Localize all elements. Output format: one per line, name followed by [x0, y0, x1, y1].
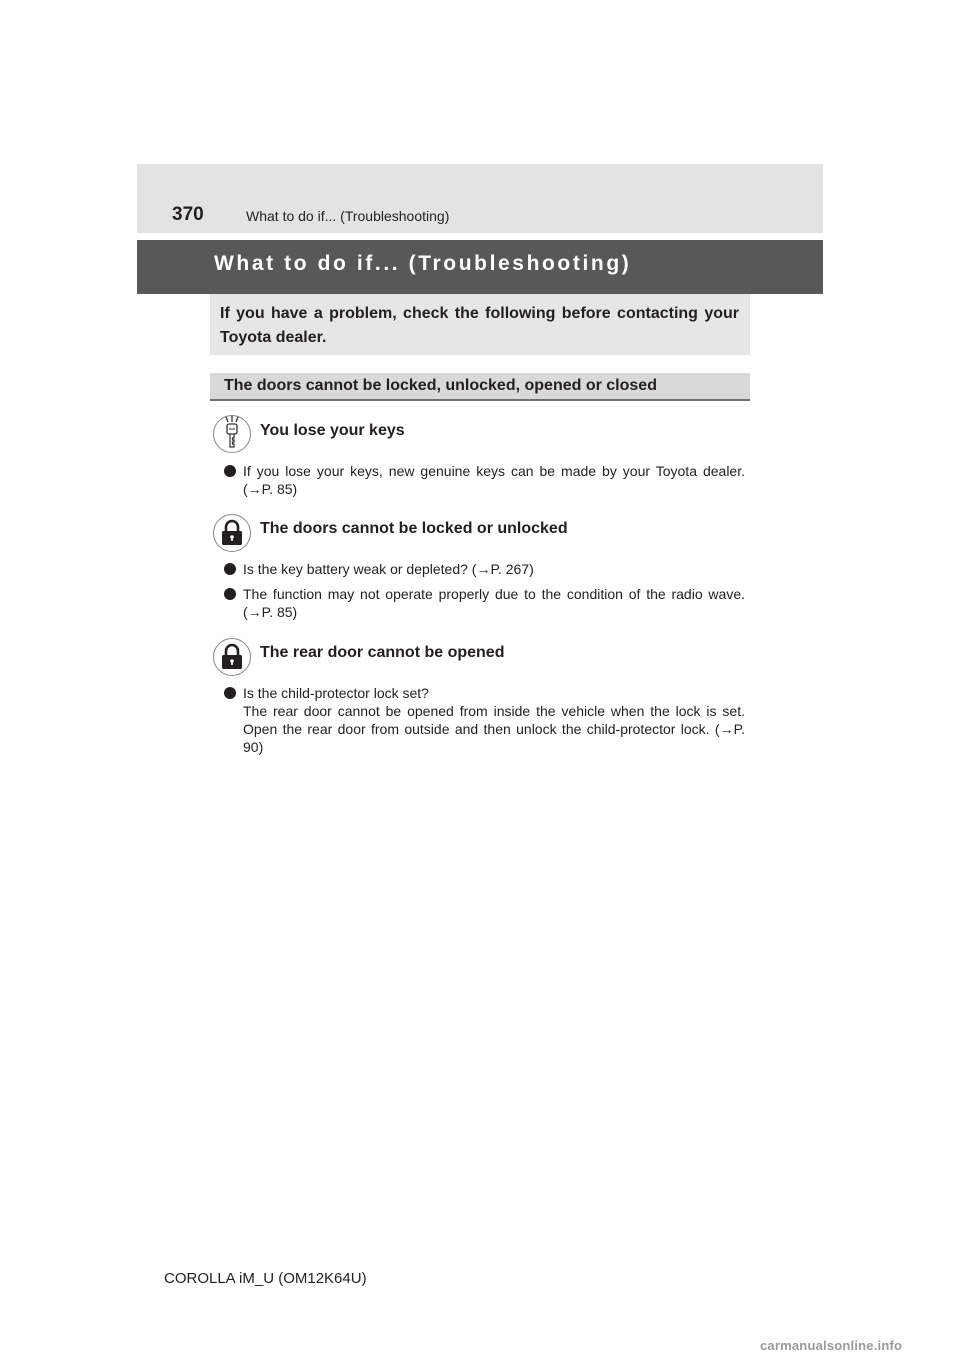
padlock-icon: [212, 513, 252, 553]
padlock-icon: [212, 637, 252, 677]
list-item: If you lose your keys, new genuine keys can be made by your Toyota dealer. (→P. 85): [224, 462, 745, 498]
bullet-icon: [224, 563, 236, 575]
list-item: The function may not operate properly due to the condition of the radio wave. (→P. 85): [224, 585, 745, 621]
key-icon: [212, 414, 252, 454]
section-heading-bar: [210, 373, 750, 401]
title-bar: [137, 240, 823, 294]
subsection-title-rear-door: The rear door cannot be opened: [260, 644, 505, 661]
page-number: 370: [172, 204, 204, 225]
watermark: carmanualsonline.info: [760, 1338, 903, 1353]
subsection-title-lost-keys: You lose your keys: [260, 422, 405, 439]
list-item: Is the child-protector lock set? The rear door cannot be opened from inside the vehicle when the lock is set. Open the rear door from outside and then unlock the child-protector lock. (→P. 90): [224, 684, 745, 756]
header-band: [137, 164, 823, 233]
footer-model-code: COROLLA iM_U (OM12K64U): [164, 1270, 367, 1287]
bullet-icon: [224, 687, 236, 699]
bullet-icon: [224, 465, 236, 477]
intro-box: [210, 294, 750, 355]
intro-text: If you have a problem, check the following before contacting your Toyota dealer.: [220, 305, 739, 346]
section-heading: The doors cannot be locked, unlocked, opened or closed: [224, 377, 657, 394]
bullet-icon: [224, 588, 236, 600]
list-item: Is the key battery weak or depleted? (→P. 267): [224, 560, 745, 578]
page-title: What to do if... (Troubleshooting): [214, 252, 632, 275]
running-title: What to do if... (Troubleshooting): [246, 208, 450, 224]
subsection-title-lock-unlock: The doors cannot be locked or unlocked: [260, 520, 568, 537]
